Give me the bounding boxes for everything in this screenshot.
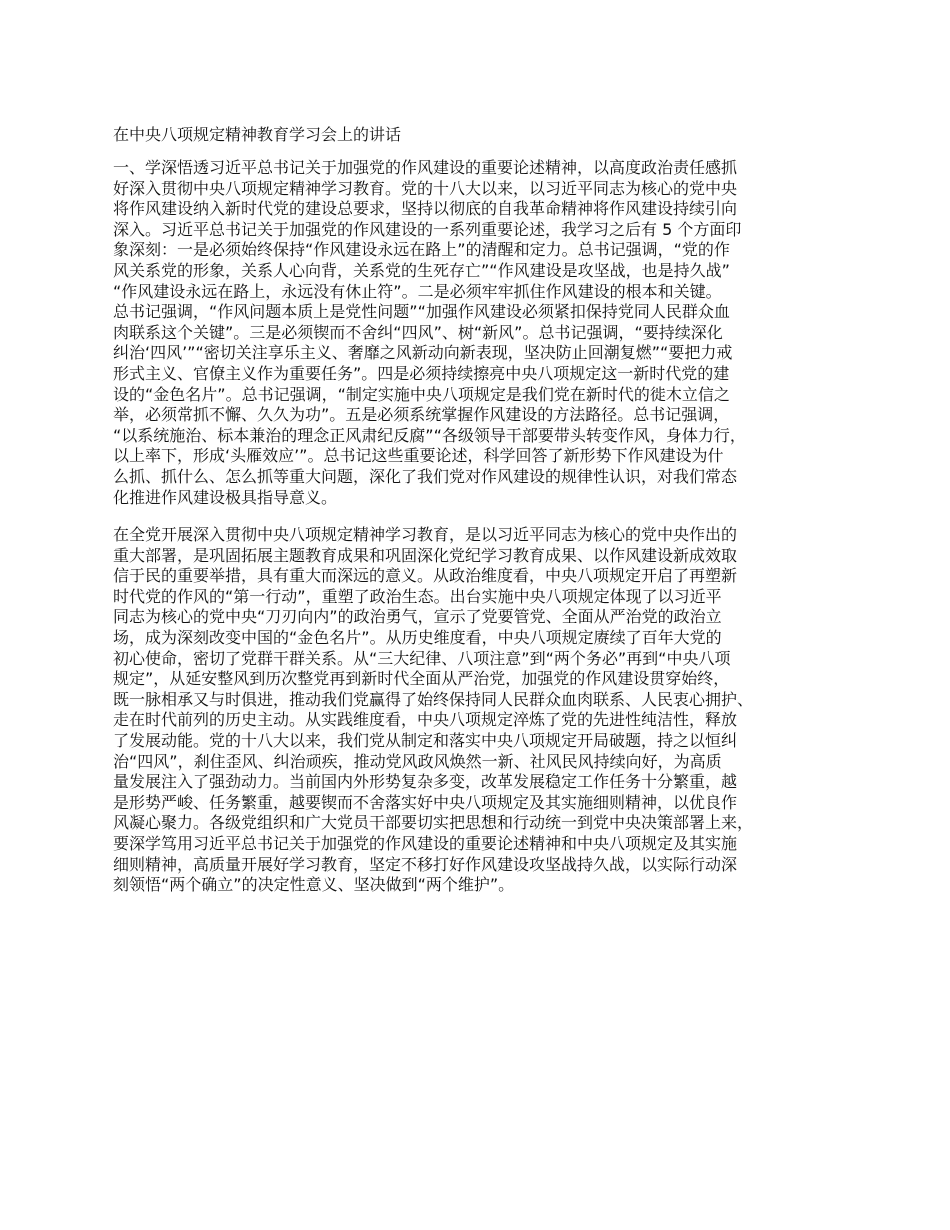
text-line: 了发展动能。党的十八大以来，我们党从制定和落实中央八项规定开局破题，持之以恒纠 [113, 731, 738, 751]
paragraph-1 [113, 158, 858, 508]
text-line: 同志为核心的党中央“刀刃向内”的政治勇气，宣示了党要管党、全面从严治党的政治立 [113, 607, 722, 627]
text-line: 是形势严峻、任务繁重，越要锲而不舍落实好中央八项规定及其实施细则精神，以优良作 [113, 792, 738, 812]
document-page [113, 125, 858, 913]
text-line: 设的“金色名片”。总书记强调，“制定实施中央八项规定是我们党在新时代的徙木立信之 [113, 384, 730, 404]
text-line: 深入。习近平总书记关于加强党的作风建设的一系列重要论述，我学习之后有 5 个方面印 [113, 219, 742, 239]
text-line: “作风建设永远在路上，永远没有休止符”。二是必须牢牢抓住作风建设的根本和关键。 [113, 281, 722, 301]
text-line: 形式主义、官僚主义作为重要任务”。四是必须持续擦亮中央八项规定这一新时代党的建 [113, 363, 730, 383]
text-line: 象深刻：一是必须始终保持“作风建设永远在路上”的清醒和定力。总书记强调，“党的作 [113, 240, 730, 260]
text-line: 既一脉相承又与时俱进，推动我们党赢得了始终保持同人民群众血肉联系、人民衷心拥护、 [113, 689, 754, 709]
text-line: 风凝心聚力。各级党组织和广大党员干部要切实把思想和行动统一到党中央决策部署上来， [113, 813, 754, 833]
text-line: “以系统施治、标本兼治的理念正风肃纪反腐”“各级领导干部要带头转变作风，身体力行， [113, 425, 746, 445]
text-line: 纠治‘四风’”“密切关注享乐主义、奢靡之风新动向新表现，坚决防止回潮复燃”“要把力戒 [113, 343, 733, 363]
text-line: 肉联系这个关键”。三是必须锲而不舍纠“四风”、树“新风”。总书记强调，“要持续深化 [113, 322, 723, 342]
text-line: 总书记强调，“作风问题本质上是党性问题”“加强作风建设必须紧扣保持党同人民群众血 [113, 302, 730, 322]
text-line: 初心使命，密切了党群干群关系。从“三大纪律、八项注意”到“两个务必”再到“中央八项 [113, 648, 731, 668]
text-line: 将作风建设纳入新时代党的建设总要求，坚持以彻底的自我革命精神将作风建设持续引向 [113, 199, 738, 219]
paragraph-2 [113, 525, 858, 896]
document-title: 在中央八项规定精神教育学习会上的讲话 [113, 125, 402, 144]
text-line: 要深学笃用习近平总书记关于加强党的作风建设的重要论述精神和中央八项规定及其实施 [113, 834, 738, 853]
text-line: 场，成为深刻改变中国的“金色名片”。从历史维度看，中央八项规定赓续了百年大党的 [113, 628, 722, 648]
text-line: 刻领悟“两个确立”的决定性意义、坚决做到“两个维护”。 [113, 875, 515, 895]
text-line: 量发展注入了强劲动力。当前国内外形势复杂多变，改革发展稳定工作任务十分繁重，越 [113, 772, 738, 792]
text-line: 在全党开展深入贯彻中央八项规定精神学习教育，是以习近平同志为核心的党中央作出的 [113, 525, 738, 545]
text-line: 以上率下，形成‘头雁效应’”。总书记这些重要论述，科学回答了新形势下作风建设为什 [113, 446, 724, 466]
text-line: 举，必须常抓不懈、久久为功”。五是必须系统掌握作风建设的方法路径。总书记强调， [113, 405, 730, 425]
text-line: 细则精神，高质量开展好学习教育，坚定不移打好作风建设攻坚战持久战，以实际行动深 [113, 854, 738, 874]
text-line: 风关系党的形象，关系人心向背，关系党的生死存亡”“作风建设是攻坚战，也是持久战” [113, 260, 730, 280]
text-line: 信于民的重要举措，具有重大而深远的意义。从政治维度看，中央八项规定开启了再塑新 [113, 566, 738, 586]
text-line: 化推进作风建设极具指导意义。 [113, 487, 338, 507]
text-line: 走在时代前列的历史主动。从实践维度看，中央八项规定淬炼了党的先进性纯洁性，释放 [113, 710, 738, 730]
text-line: 时代党的作风的“第一行动”，重塑了政治生态。出台实施中央八项规定体现了以习近平 [113, 586, 722, 606]
text-line: 一、学深悟透习近平总书记关于加强党的作风建设的重要论述精神，以高度政治责任感抓 [113, 158, 738, 177]
text-line: 么抓、抓什么、怎么抓等重大问题，深化了我们党对作风建设的规律性认识，对我们常态 [113, 466, 738, 486]
text-line: 好深入贯彻中央八项规定精神学习教育。党的十八大以来，以习近平同志为核心的党中央 [113, 178, 738, 198]
text-line: 治“四风”，刹住歪风、纠治顽疾，推动党风政风焕然一新、社风民风持续向好，为高质 [113, 751, 722, 771]
text-line: 重大部署，是巩固拓展主题教育成果和巩固深化党纪学习教育成果、以作风建设新成效取 [113, 545, 738, 565]
text-line: 规定”，从延安整风到历次整党再到新时代全面从严治党，加强党的作风建设贯穿始终， [113, 669, 730, 689]
